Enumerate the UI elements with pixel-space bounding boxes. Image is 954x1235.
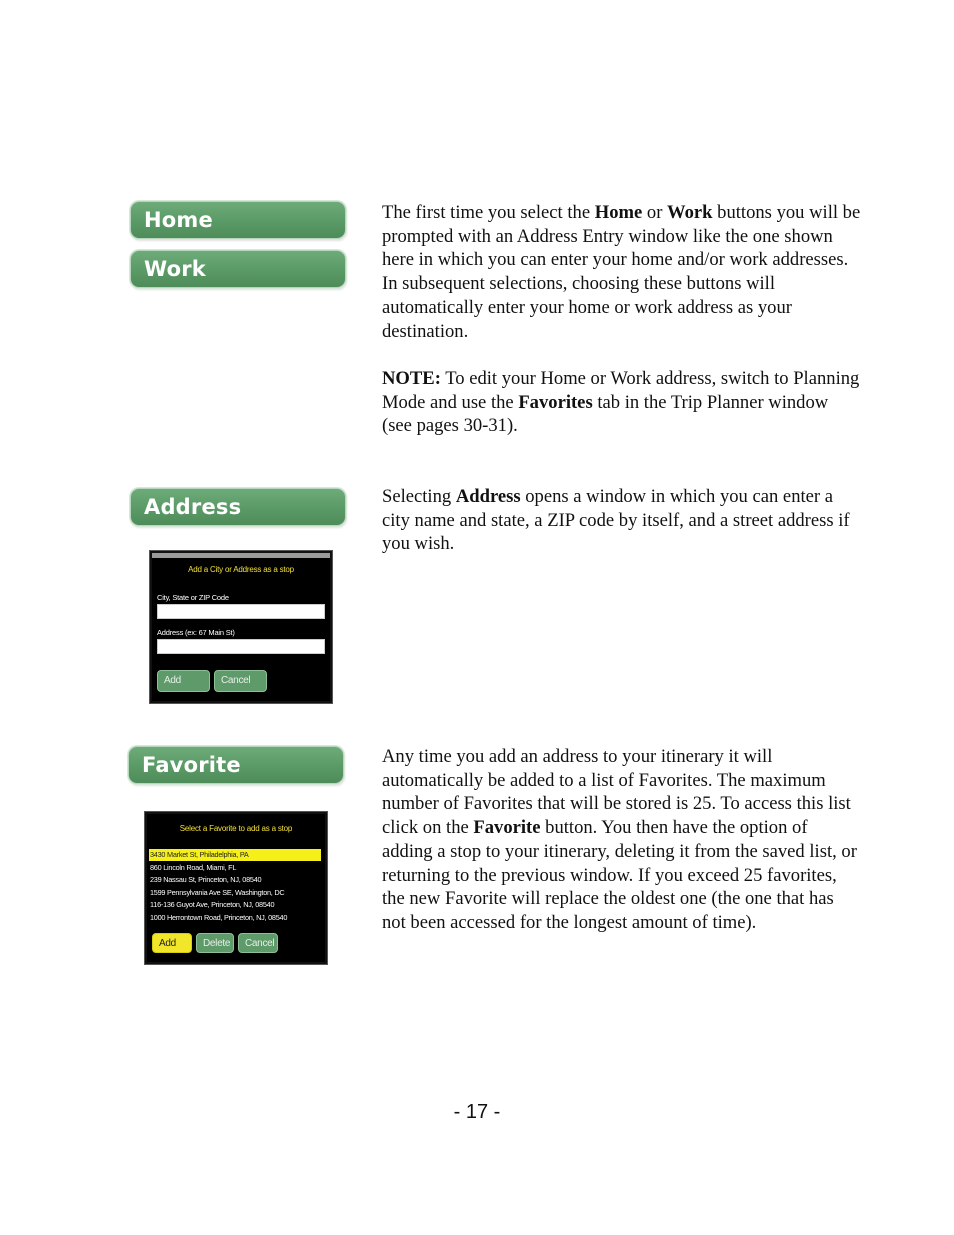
address-dialog-title: Add a City or Address as a stop <box>188 565 294 574</box>
page-number: - 17 - <box>453 1101 501 1123</box>
favorite-item[interactable]: 1000 Herrontown Road, Princeton, NJ, 08540 <box>150 912 288 922</box>
favorite-term: Favorite <box>473 817 541 839</box>
address-input[interactable] <box>157 639 325 654</box>
city-state-zip-label: City, State or ZIP Code <box>157 593 229 602</box>
delete-button[interactable]: Delete <box>196 933 234 953</box>
home-work-description: The first time you select the Home or Work buttons you will be prompted with an Address Entry window like the one shown here in which you can enter your home and/or work addresses. In subsequent selections, choosing these buttons will automatically enter your home or work address as your destination. <box>382 202 861 342</box>
favorite-item[interactable]: 1599 Pennsylvania Ave SE, Washington, DC <box>150 887 285 897</box>
favorite-item[interactable]: 116-136 Guyot Ave, Princeton, NJ, 08540 <box>150 900 275 909</box>
address-term: Address <box>455 486 521 507</box>
home-term: Home <box>594 202 643 223</box>
city-state-zip-input[interactable] <box>157 604 325 619</box>
favorite-item[interactable]: 239 Nassau St, Princeton, NJ, 08540 <box>150 875 262 884</box>
address-entry-dialog <box>150 551 332 703</box>
add-button[interactable]: Add <box>152 933 192 953</box>
favorite-description: Any time you add an address to your itinerary it will automatically be added to a list of Favorites. The maximum number of Favorites that will be stored is 25. To access this list click on the Favorite button. You then have the option of adding a stop to your itinerary, deleting it from the saved list, or returning to the previous window. If you exceed 25 favorites, the new Favorite will replace the oldest one (the one that has not been accessed for the longest amount of time). <box>382 746 857 933</box>
cancel-button[interactable]: Cancel <box>238 933 278 953</box>
favorites-term: Favorites <box>518 391 593 413</box>
address-description: Selecting Address opens a window in which you can enter a city name and state, a ZIP code by itself, and a street address if you wish. <box>382 486 850 555</box>
add-button[interactable]: Add <box>157 670 210 692</box>
favorites-dialog <box>145 812 327 964</box>
address-button[interactable]: Address <box>130 488 346 526</box>
favorites-dialog-title: Select a Favorite to add as a stop <box>179 824 293 833</box>
address-label: Address (ex: 67 Main St) <box>157 628 235 637</box>
home-button[interactable]: Home <box>130 201 346 239</box>
note-label: NOTE: <box>382 368 441 389</box>
cancel-button[interactable]: Cancel <box>214 670 267 692</box>
dialog-title-bar <box>152 553 330 558</box>
favorite-item[interactable]: 3430 Market St, Philadelphia, PA <box>149 849 321 861</box>
home-work-note: NOTE: To edit your Home or Work address, switch to Planning Mode and use the Favorites tab in the Trip Planner window (see pages 30-31). <box>382 368 860 437</box>
work-button[interactable]: Work <box>130 250 346 288</box>
favorite-item[interactable]: 860 Lincoln Road, Miami, FL <box>150 862 237 872</box>
favorite-button[interactable]: Favorite <box>128 746 344 784</box>
work-term: Work <box>667 202 713 223</box>
